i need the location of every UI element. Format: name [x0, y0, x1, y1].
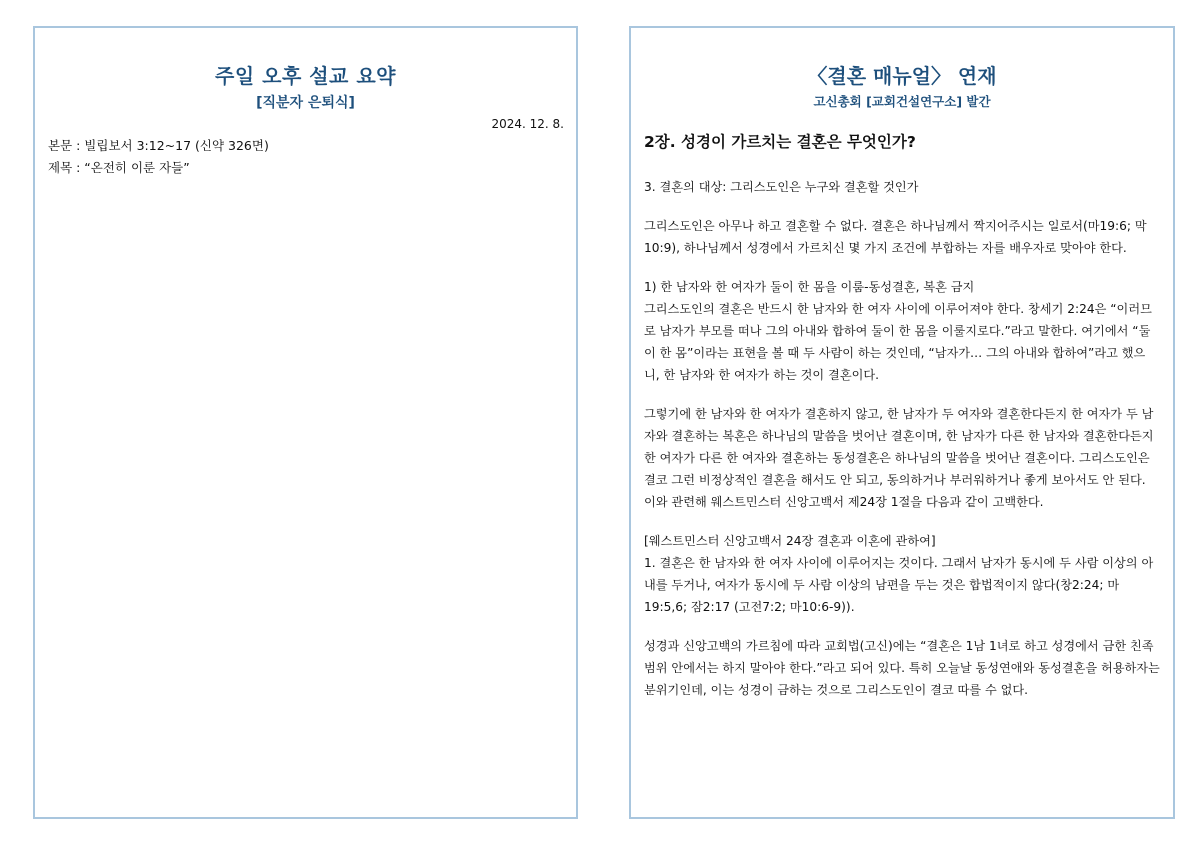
series-publisher: 고신총회 [교회건설연구소] 발간: [813, 94, 991, 109]
chapter-heading: 2장. 성경이 가르치는 결혼은 무엇인가?: [644, 133, 916, 151]
series-title: 〈결혼 매뉴얼〉 연재: [807, 64, 997, 88]
sermon-scripture: 본문 : 빌립보서 3:12~17 (신약 326면): [48, 138, 269, 153]
subsection-heading: 1) 한 남자와 한 여자가 둘이 한 몸을 이룸-동성결혼, 복혼 금지: [644, 280, 975, 294]
sermon-summary-subtitle: [직분자 은퇴식]: [256, 95, 355, 111]
sermon-date: 2024. 12. 8.: [491, 117, 564, 131]
confession-heading: [웨스트민스터 신앙고백서 24장 결혼과 이혼에 관하여]: [644, 534, 936, 548]
paragraph: 그렇기에 한 남자와 한 여자가 결혼하지 않고, 한 남자가 두 여자와 결혼한다든지 한 여자가 두 남자와 결혼하는 복혼은 하나님의 말씀을 벗어난 결혼이며, 한 남자가 다른 한 남자와 결혼한다든지 한 여자가 다른 한 여자와 결혼하는 동성결혼은 하나님의 말씀을 벗어난 결혼이다. 그리스도인은 결코 그런 비정상적인 결혼을 해서도 안 되고, 동의하거나 부러워하거나 좋게 보아서도 안 된다. 이와 관련해 웨스트민스터 신앙고백서 제24장 1절을 다음과 같이 고백한다.: [644, 407, 1154, 509]
confession-text: 1. 결혼은 한 남자와 한 여자 사이에 이루어지는 것이다. 그래서 남자가 동시에 두 사람 이상의 아내를 두거나, 여자가 동시에 두 사람 이상의 남편을 두는 것은 합법적이지 않다(창2:24; 마19:5,6; 잠2:17 (고전7:2; 마10:6-9)).: [644, 556, 1154, 614]
sermon-summary-title: 주일 오후 설교 요약: [215, 64, 396, 88]
paragraph: 그리스도인은 아무나 하고 결혼할 수 없다. 결혼은 하나님께서 짝지어주시는 일로서(마19:6; 막10:9), 하나님께서 성경에서 가르치신 몇 가지 조건에 부합하는 자를 배우자로 맞아야 한다.: [644, 219, 1147, 255]
left-page: [33, 26, 578, 819]
right-page: [629, 26, 1175, 819]
section-heading: 3. 결혼의 대상: 그리스도인은 누구와 결혼할 것인가: [644, 180, 919, 194]
sermon-title: 제목 : “온전히 이룬 자들”: [48, 160, 190, 175]
paragraph: 성경과 신앙고백의 가르침에 따라 교회법(고신)에는 “결혼은 1남 1녀로 하고 성경에서 금한 친족 범위 안에서는 하지 말아야 한다.”라고 되어 있다. 특히 오늘날 동성연애와 동성결혼을 허용하자는 분위기인데, 이는 성경이 금하는 것으로 그리스도인이 결코 따를 수 없다.: [644, 639, 1160, 697]
paragraph: 그리스도인의 결혼은 반드시 한 남자와 한 여자 사이에 이루어져야 한다. 창세기 2:24은 “이러므로 남자가 부모를 떠나 그의 아내와 합하여 둘이 한 몸을 이룰지로다.”라고 말한다. 여기에서 “둘이 한 몸”이라는 표현을 볼 때 두 사람이 하는 것인데, “남자가… 그의 아내와 합하여”라고 했으니, 한 남자와 한 여자가 하는 것이 결혼이다.: [644, 302, 1152, 382]
article-body: [644, 130, 1160, 718]
